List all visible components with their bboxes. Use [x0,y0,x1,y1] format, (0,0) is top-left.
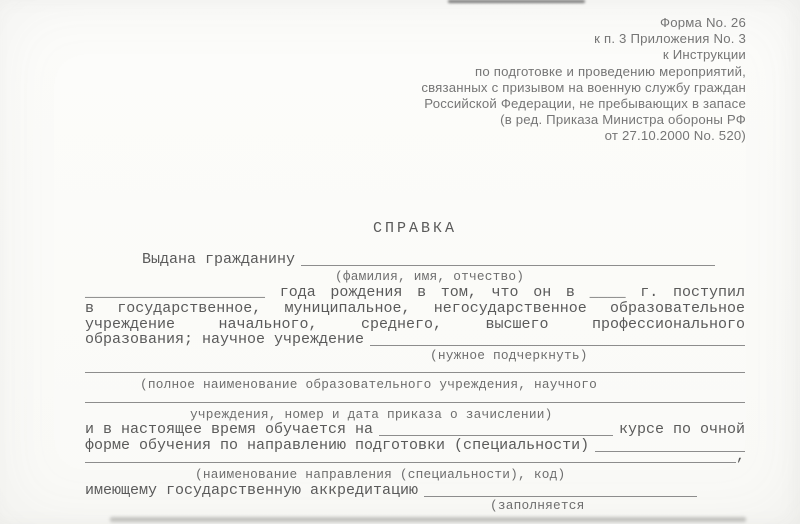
underline-note-caption: (нужное подчеркнуть) [430,348,588,363]
accreditation-label: имеющему государственную аккредитацию [85,482,419,499]
filled-by-caption: (заполняется [490,498,585,513]
institution-type-line-2: учреждение начального, среднего, высшего профессионального [85,316,745,333]
issued-to-line [85,251,745,268]
institution-name-caption-1: (полное наименование образовательного учреждения, научного [140,377,598,392]
science-institution-blank [370,332,745,347]
accreditation-blank [424,483,697,498]
course-blank [379,422,613,437]
header-line: к п. 3 Приложения No. 3 [594,31,746,47]
specialty-prefix-label: форме обучения по направлению подготовки (специальности) [85,437,590,454]
specialty-name-blank-line [85,448,745,465]
header-line: по подготовке и проведению мероприятий, [475,63,746,79]
institution-type-line-1: в государственное, муниципальное, негосударственное образовательное [85,300,745,317]
form-body [85,0,745,524]
specialty-name-blank [85,449,736,464]
institution-name-blank-line-2 [85,388,745,403]
specialty-caption: (наименование направления (специальности), код) [195,467,566,482]
scan-artifact-bottom-cutoff [110,517,746,522]
course-suffix-label: курсе по очной [618,421,745,438]
issued-to-label: Выдана гражданину [142,251,296,268]
institution-type-line-3 [85,331,745,348]
trailing-comma: , [735,448,745,465]
header-line: от 27.10.2000 No. 520) [604,128,746,144]
institution-name-caption-2: учреждения, номер и дата приказа о зачислении) [190,407,553,422]
header-line: (в ред. Приказа Министра обороны РФ [500,112,746,128]
birth-year-line: ____________________ года рождения в том, что он в ____ г. поступил [85,284,745,301]
document-title: СПРАВКА [372,220,457,237]
institution-name-blank-line-1 [85,358,745,373]
science-institution-label: образования; научное учреждение [85,331,365,348]
header-line: Форма No. 26 [659,15,746,30]
course-line [85,421,745,438]
fio-blank-field [301,252,715,267]
header-line: связанных с призывом на военную службу граждан [421,79,746,95]
course-prefix-label: и в настоящее время обучается на [85,421,374,438]
fio-caption: (фамилия, имя, отчество) [335,269,525,284]
header-line: Российской Федерации, не пребывающих в запасе [424,96,746,112]
header-line: к Инструкции [662,47,746,63]
